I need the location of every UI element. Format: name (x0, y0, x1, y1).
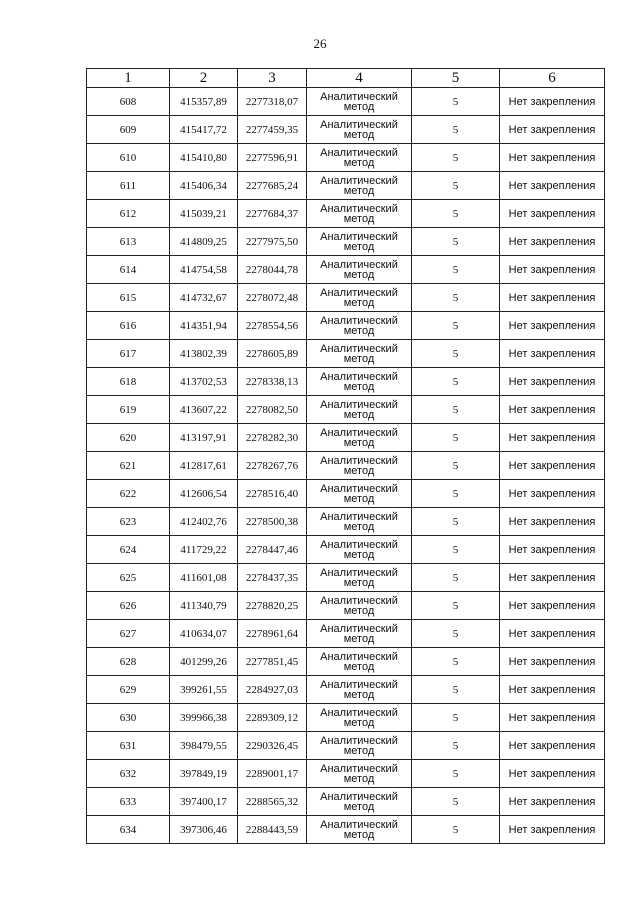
method-cell (307, 480, 412, 508)
method-line-2: метод (343, 212, 375, 225)
method-cell (307, 116, 412, 144)
method-cell (307, 256, 412, 284)
method-line-1: Аналитический (320, 790, 398, 803)
method-cell (307, 396, 412, 424)
x-coordinate-cell: 415410,80 (170, 144, 238, 172)
table-row (87, 368, 605, 396)
method-line-2: метод (343, 352, 375, 365)
x-coordinate-cell: 415406,34 (170, 172, 238, 200)
fixation-cell: Нет закрепления (500, 676, 605, 704)
accuracy-cell: 5 (412, 200, 500, 228)
table-row (87, 116, 605, 144)
point-number-cell: 625 (87, 564, 170, 592)
method-line-1: Аналитический (320, 650, 398, 663)
x-coordinate-cell: 414809,25 (170, 228, 238, 256)
method-line-2: метод (343, 464, 375, 477)
table-row (87, 172, 605, 200)
x-coordinate-cell: 411601,08 (170, 564, 238, 592)
y-coordinate-cell: 2277459,35 (238, 116, 307, 144)
method-line-2: метод (343, 632, 375, 645)
method-line-1: Аналитический (320, 398, 398, 411)
x-coordinate-cell: 397306,46 (170, 816, 238, 844)
x-coordinate-cell: 412606,54 (170, 480, 238, 508)
x-coordinate-cell: 415039,21 (170, 200, 238, 228)
method-line-1: Аналитический (320, 90, 398, 103)
x-coordinate-cell: 401299,26 (170, 648, 238, 676)
table-row (87, 200, 605, 228)
point-number-cell: 613 (87, 228, 170, 256)
point-number-cell: 631 (87, 732, 170, 760)
point-number-cell: 624 (87, 536, 170, 564)
y-coordinate-cell: 2278338,13 (238, 368, 307, 396)
y-coordinate-cell: 2277685,24 (238, 172, 307, 200)
point-number-cell: 623 (87, 508, 170, 536)
point-number-cell: 608 (87, 88, 170, 116)
accuracy-cell: 5 (412, 340, 500, 368)
method-cell (307, 620, 412, 648)
method-cell (307, 816, 412, 844)
point-number-cell: 618 (87, 368, 170, 396)
accuracy-cell: 5 (412, 396, 500, 424)
accuracy-cell: 5 (412, 536, 500, 564)
method-line-1: Аналитический (320, 118, 398, 131)
y-coordinate-cell: 2278500,38 (238, 508, 307, 536)
method-line-2: метод (343, 828, 375, 841)
method-line-1: Аналитический (320, 146, 398, 159)
x-coordinate-cell: 398479,55 (170, 732, 238, 760)
x-coordinate-cell: 411340,79 (170, 592, 238, 620)
x-coordinate-cell: 412817,61 (170, 452, 238, 480)
method-line-1: Аналитический (320, 454, 398, 467)
fixation-cell: Нет закрепления (500, 200, 605, 228)
method-cell (307, 284, 412, 312)
method-line-1: Аналитический (320, 678, 398, 691)
fixation-cell: Нет закрепления (500, 788, 605, 816)
point-number-cell: 614 (87, 256, 170, 284)
y-coordinate-cell: 2277318,07 (238, 88, 307, 116)
x-coordinate-cell: 413802,39 (170, 340, 238, 368)
method-cell (307, 368, 412, 396)
method-line-1: Аналитический (320, 258, 398, 271)
column-header-6: 6 (500, 69, 605, 88)
accuracy-cell: 5 (412, 564, 500, 592)
method-cell (307, 592, 412, 620)
table-row (87, 480, 605, 508)
accuracy-cell: 5 (412, 452, 500, 480)
page-number: 26 (313, 36, 327, 51)
y-coordinate-cell: 2278267,76 (238, 452, 307, 480)
column-header-4: 4 (307, 69, 412, 88)
point-number-cell: 617 (87, 340, 170, 368)
x-coordinate-cell: 397400,17 (170, 788, 238, 816)
accuracy-cell: 5 (412, 228, 500, 256)
table-row (87, 508, 605, 536)
method-cell (307, 172, 412, 200)
table-row (87, 256, 605, 284)
y-coordinate-cell: 2278447,46 (238, 536, 307, 564)
point-number-cell: 629 (87, 676, 170, 704)
method-line-2: метод (343, 688, 375, 701)
method-line-2: метод (343, 324, 375, 337)
table-row (87, 564, 605, 592)
method-cell (307, 704, 412, 732)
table-row (87, 228, 605, 256)
method-line-2: метод (343, 296, 375, 309)
fixation-cell: Нет закрепления (500, 424, 605, 452)
method-cell (307, 508, 412, 536)
x-coordinate-cell: 415357,89 (170, 88, 238, 116)
y-coordinate-cell: 2290326,45 (238, 732, 307, 760)
method-cell (307, 228, 412, 256)
table-row (87, 284, 605, 312)
table-row (87, 788, 605, 816)
accuracy-cell: 5 (412, 256, 500, 284)
fixation-cell: Нет закрепления (500, 116, 605, 144)
method-line-2: метод (343, 184, 375, 197)
y-coordinate-cell: 2277596,91 (238, 144, 307, 172)
method-line-2: метод (343, 100, 375, 113)
table-row (87, 648, 605, 676)
y-coordinate-cell: 2278516,40 (238, 480, 307, 508)
table-row (87, 816, 605, 844)
y-coordinate-cell: 2288443,59 (238, 816, 307, 844)
x-coordinate-cell: 413702,53 (170, 368, 238, 396)
method-cell (307, 648, 412, 676)
method-cell (307, 340, 412, 368)
accuracy-cell: 5 (412, 368, 500, 396)
accuracy-cell: 5 (412, 816, 500, 844)
method-cell (307, 452, 412, 480)
method-line-2: метод (343, 548, 375, 561)
point-number-cell: 634 (87, 816, 170, 844)
accuracy-cell: 5 (412, 620, 500, 648)
method-line-1: Аналитический (320, 230, 398, 243)
table-body (87, 88, 605, 844)
point-number-cell: 611 (87, 172, 170, 200)
point-number-cell: 622 (87, 480, 170, 508)
accuracy-cell: 5 (412, 704, 500, 732)
accuracy-cell: 5 (412, 144, 500, 172)
x-coordinate-cell: 414351,94 (170, 312, 238, 340)
method-line-1: Аналитический (320, 510, 398, 523)
method-line-1: Аналитический (320, 342, 398, 355)
fixation-cell: Нет закрепления (500, 564, 605, 592)
table-row (87, 676, 605, 704)
point-number-cell: 633 (87, 788, 170, 816)
point-number-cell: 630 (87, 704, 170, 732)
table-row (87, 144, 605, 172)
y-coordinate-cell: 2278072,48 (238, 284, 307, 312)
method-line-2: метод (343, 156, 375, 169)
y-coordinate-cell: 2278082,50 (238, 396, 307, 424)
x-coordinate-cell: 414754,58 (170, 256, 238, 284)
point-number-cell: 619 (87, 396, 170, 424)
accuracy-cell: 5 (412, 312, 500, 340)
fixation-cell: Нет закрепления (500, 592, 605, 620)
point-number-cell: 628 (87, 648, 170, 676)
method-cell (307, 144, 412, 172)
accuracy-cell: 5 (412, 480, 500, 508)
method-line-2: метод (343, 268, 375, 281)
method-line-1: Аналитический (320, 818, 398, 831)
method-line-2: метод (343, 492, 375, 505)
x-coordinate-cell: 399261,55 (170, 676, 238, 704)
table-header-row (87, 69, 605, 88)
column-header-5: 5 (412, 69, 500, 88)
accuracy-cell: 5 (412, 116, 500, 144)
y-coordinate-cell: 2278282,30 (238, 424, 307, 452)
method-line-2: метод (343, 716, 375, 729)
table-row (87, 620, 605, 648)
accuracy-cell: 5 (412, 284, 500, 312)
fixation-cell: Нет закрепления (500, 396, 605, 424)
method-line-1: Аналитический (320, 482, 398, 495)
y-coordinate-cell: 2289309,12 (238, 704, 307, 732)
method-cell (307, 200, 412, 228)
accuracy-cell: 5 (412, 732, 500, 760)
method-cell (307, 88, 412, 116)
fixation-cell: Нет закрепления (500, 144, 605, 172)
y-coordinate-cell: 2277851,45 (238, 648, 307, 676)
method-line-1: Аналитический (320, 370, 398, 383)
method-line-1: Аналитический (320, 286, 398, 299)
fixation-cell: Нет закрепления (500, 452, 605, 480)
point-number-cell: 627 (87, 620, 170, 648)
y-coordinate-cell: 2277684,37 (238, 200, 307, 228)
method-line-1: Аналитический (320, 622, 398, 635)
accuracy-cell: 5 (412, 648, 500, 676)
accuracy-cell: 5 (412, 592, 500, 620)
accuracy-cell: 5 (412, 172, 500, 200)
method-line-1: Аналитический (320, 762, 398, 775)
table-row (87, 312, 605, 340)
table-row (87, 704, 605, 732)
fixation-cell: Нет закрепления (500, 88, 605, 116)
y-coordinate-cell: 2288565,32 (238, 788, 307, 816)
point-number-cell: 612 (87, 200, 170, 228)
fixation-cell: Нет закрепления (500, 536, 605, 564)
x-coordinate-cell: 413607,22 (170, 396, 238, 424)
column-header-1: 1 (87, 69, 170, 88)
table-row (87, 396, 605, 424)
point-number-cell: 609 (87, 116, 170, 144)
table-row (87, 732, 605, 760)
x-coordinate-cell: 410634,07 (170, 620, 238, 648)
point-number-cell: 621 (87, 452, 170, 480)
accuracy-cell: 5 (412, 88, 500, 116)
y-coordinate-cell: 2278044,78 (238, 256, 307, 284)
method-cell (307, 676, 412, 704)
y-coordinate-cell: 2278820,25 (238, 592, 307, 620)
table-row (87, 88, 605, 116)
fixation-cell: Нет закрепления (500, 648, 605, 676)
method-line-2: метод (343, 576, 375, 589)
table-row (87, 452, 605, 480)
y-coordinate-cell: 2284927,03 (238, 676, 307, 704)
method-cell (307, 732, 412, 760)
x-coordinate-cell: 411729,22 (170, 536, 238, 564)
method-line-1: Аналитический (320, 734, 398, 747)
accuracy-cell: 5 (412, 676, 500, 704)
point-number-cell: 620 (87, 424, 170, 452)
method-line-2: метод (343, 240, 375, 253)
method-line-1: Аналитический (320, 174, 398, 187)
column-header-2: 2 (170, 69, 238, 88)
table-row (87, 340, 605, 368)
table-row (87, 760, 605, 788)
method-cell (307, 312, 412, 340)
method-cell (307, 424, 412, 452)
method-line-2: метод (343, 744, 375, 757)
point-number-cell: 615 (87, 284, 170, 312)
table-row (87, 592, 605, 620)
method-line-2: метод (343, 800, 375, 813)
fixation-cell: Нет закрепления (500, 816, 605, 844)
fixation-cell: Нет закрепления (500, 704, 605, 732)
fixation-cell: Нет закрепления (500, 172, 605, 200)
point-number-cell: 626 (87, 592, 170, 620)
fixation-cell: Нет закрепления (500, 760, 605, 788)
method-line-2: метод (343, 436, 375, 449)
accuracy-cell: 5 (412, 788, 500, 816)
method-cell (307, 788, 412, 816)
fixation-cell: Нет закрепления (500, 368, 605, 396)
method-line-1: Аналитический (320, 538, 398, 551)
y-coordinate-cell: 2277975,50 (238, 228, 307, 256)
x-coordinate-cell: 413197,91 (170, 424, 238, 452)
method-line-1: Аналитический (320, 566, 398, 579)
y-coordinate-cell: 2289001,17 (238, 760, 307, 788)
fixation-cell: Нет закрепления (500, 284, 605, 312)
y-coordinate-cell: 2278554,56 (238, 312, 307, 340)
y-coordinate-cell: 2278437,35 (238, 564, 307, 592)
table-row (87, 536, 605, 564)
table-row (87, 424, 605, 452)
fixation-cell: Нет закрепления (500, 256, 605, 284)
method-cell (307, 536, 412, 564)
point-number-cell: 616 (87, 312, 170, 340)
accuracy-cell: 5 (412, 424, 500, 452)
x-coordinate-cell: 415417,72 (170, 116, 238, 144)
method-line-2: метод (343, 772, 375, 785)
fixation-cell: Нет закрепления (500, 732, 605, 760)
fixation-cell: Нет закрепления (500, 312, 605, 340)
y-coordinate-cell: 2278605,89 (238, 340, 307, 368)
point-number-cell: 610 (87, 144, 170, 172)
fixation-cell: Нет закрепления (500, 480, 605, 508)
accuracy-cell: 5 (412, 508, 500, 536)
method-cell (307, 760, 412, 788)
x-coordinate-cell: 399966,38 (170, 704, 238, 732)
method-line-2: метод (343, 660, 375, 673)
method-line-2: метод (343, 128, 375, 141)
x-coordinate-cell: 412402,76 (170, 508, 238, 536)
accuracy-cell: 5 (412, 760, 500, 788)
point-number-cell: 632 (87, 760, 170, 788)
fixation-cell: Нет закрепления (500, 228, 605, 256)
column-header-3: 3 (238, 69, 307, 88)
y-coordinate-cell: 2278961,64 (238, 620, 307, 648)
fixation-cell: Нет закрепления (500, 508, 605, 536)
method-line-2: метод (343, 380, 375, 393)
x-coordinate-cell: 414732,67 (170, 284, 238, 312)
method-line-1: Аналитический (320, 594, 398, 607)
method-line-1: Аналитический (320, 426, 398, 439)
method-line-1: Аналитический (320, 314, 398, 327)
coordinates-table (86, 68, 605, 844)
fixation-cell: Нет закрепления (500, 340, 605, 368)
method-cell (307, 564, 412, 592)
method-line-2: метод (343, 520, 375, 533)
x-coordinate-cell: 397849,19 (170, 760, 238, 788)
method-line-1: Аналитический (320, 706, 398, 719)
fixation-cell: Нет закрепления (500, 620, 605, 648)
method-line-1: Аналитический (320, 202, 398, 215)
method-line-2: метод (343, 408, 375, 421)
method-line-2: метод (343, 604, 375, 617)
